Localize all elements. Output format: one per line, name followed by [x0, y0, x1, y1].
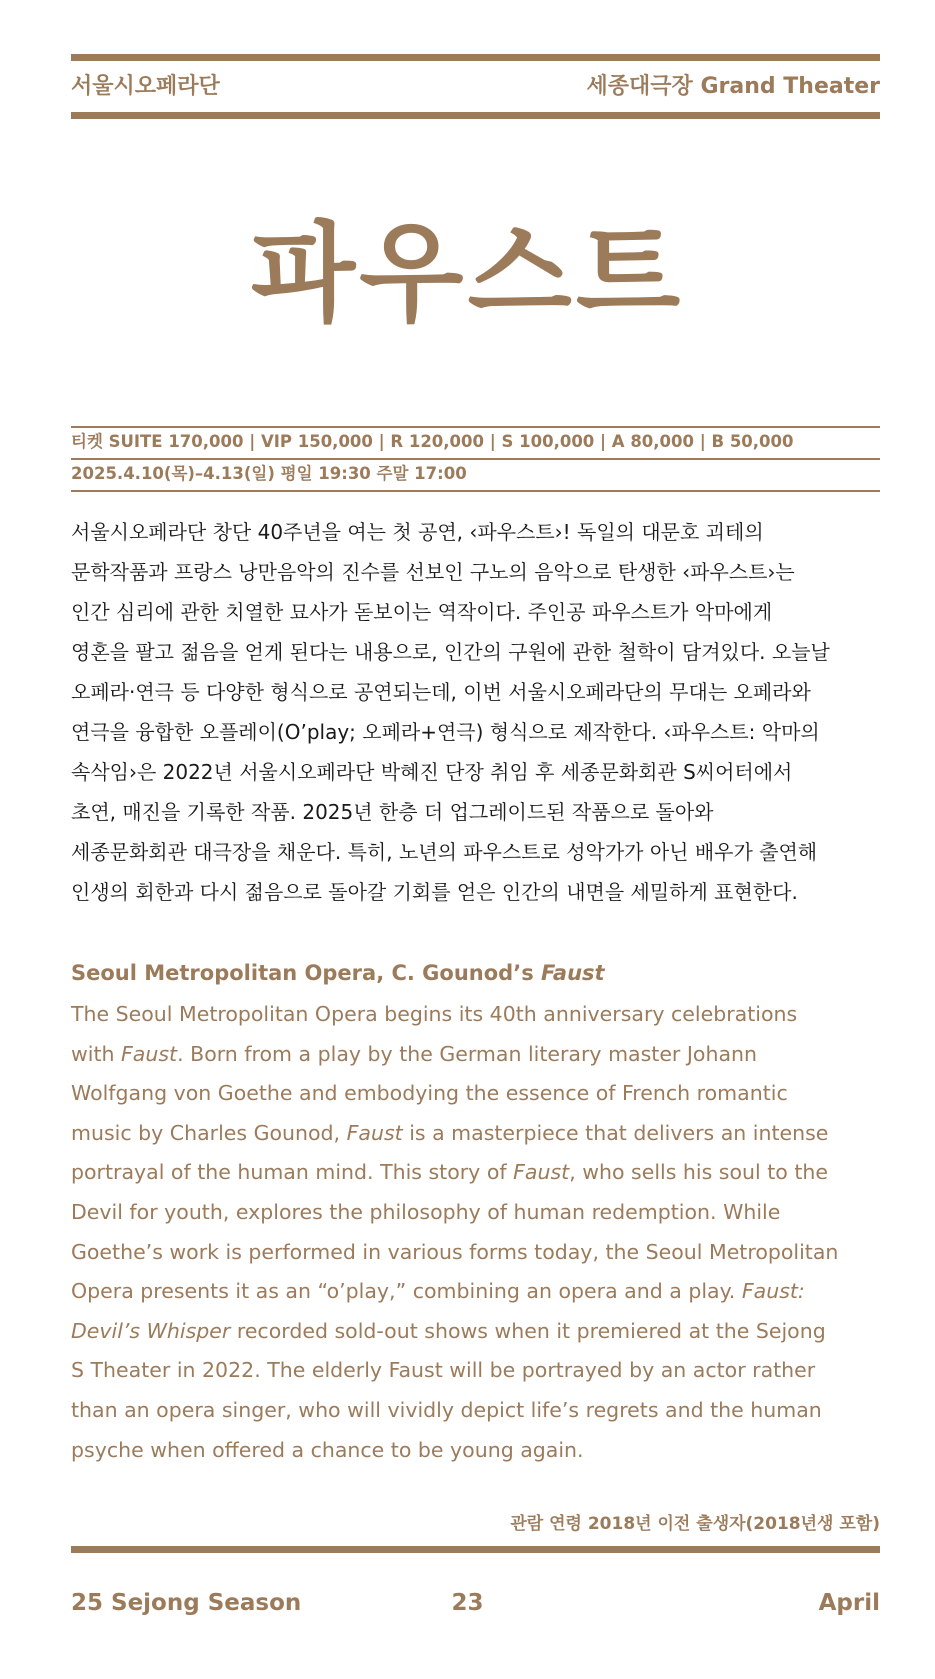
header-top-rule — [71, 54, 880, 61]
korean-line: 문학작품과 프랑스 낭만음악의 진수를 선보인 구노의 음악으로 탄생한 ‹파우스트›는 — [71, 560, 795, 584]
footer-month: April — [818, 1590, 880, 1616]
english-italic-title: Devil’s Whisper — [71, 1318, 231, 1343]
english-italic-title: Faust — [513, 1160, 570, 1185]
ticket-prices: 티켓 SUITE 170,000 | VIP 150,000 | R 120,000 | S 100,000 | A 80,000 | B 50,000 — [71, 432, 794, 451]
header-bottom-rule — [71, 112, 880, 119]
english-line — [71, 1114, 901, 1154]
english-heading-title: Faust — [541, 961, 605, 985]
korean-line: 영혼을 팔고 젊음을 얻게 된다는 내용으로, 인간의 구원에 관한 철학이 담겨있다. 오늘날 — [71, 640, 830, 664]
korean-line: 오페라·연극 등 다양한 형식으로 공연되는데, 이번 서울시오페라단의 무대는 오페라와 — [71, 680, 811, 704]
info-bottom-rule — [71, 490, 880, 492]
english-heading — [71, 958, 605, 988]
english-text: is a masterpiece that delivers an intense — [402, 1120, 829, 1145]
english-heading-prefix: Seoul Metropolitan Opera, C. Gounod’s — [71, 961, 541, 985]
korean-line: 인간 심리에 관한 치열한 묘사가 돋보이는 역작이다. 주인공 파우스트가 악마에게 — [71, 600, 773, 624]
korean-line: 속삭임›은 2022년 서울시오페라단 박혜진 단장 취임 후 세종문화회관 S씨어터에서 — [71, 760, 793, 784]
english-line — [71, 1153, 901, 1193]
info-mid-rule — [71, 458, 880, 460]
performance-schedule: 2025.4.10(목)–4.13(일) 평일 19:30 주말 17:00 — [71, 464, 467, 483]
english-line — [71, 1312, 901, 1352]
english-text: with — [71, 1041, 122, 1066]
english-line: S Theater in 2022. The elderly Faust will be portrayed by an actor rather — [71, 1358, 816, 1383]
english-text: portrayal of the human mind. This story of — [71, 1160, 514, 1185]
header-company: 서울시오페라단 — [71, 74, 220, 99]
english-text: music by Charles Gounod, — [71, 1120, 347, 1145]
english-line: Wolfgang von Goethe and embodying the essence of French romantic — [71, 1081, 788, 1106]
english-line: The Seoul Metropolitan Opera begins its 40th anniversary celebrations — [71, 1002, 798, 1026]
footer-season: 25 Sejong Season — [71, 1590, 302, 1616]
korean-line: 서울시오페라단 창단 40주년을 여는 첫 공연, ‹파우스트›! 독일의 대문호 괴테의 — [71, 520, 764, 544]
english-italic-title: Faust: — [741, 1279, 805, 1304]
english-line — [71, 1272, 901, 1312]
korean-line: 인생의 회한과 다시 젊음으로 돌아갈 기회를 얻은 인간의 내면을 세밀하게 표현한다. — [71, 880, 798, 904]
english-line: psyche when offered a chance to be young again. — [71, 1437, 584, 1462]
age-restriction-note: 관람 연령 2018년 이전 출생자(2018년생 포함) — [510, 1514, 880, 1534]
english-italic-title: Faust — [346, 1120, 403, 1145]
english-text: Opera presents it as an “o’play,” combining an opera and a play. — [71, 1279, 742, 1304]
footer-rule — [71, 1546, 880, 1553]
korean-line: 연극을 융합한 오플레이(O’play; 오페라+연극) 형식으로 제작한다. ‹파우스트: 악마의 — [71, 720, 820, 744]
english-text: , who sells his soul to the — [569, 1160, 828, 1185]
english-italic-title: Faust — [121, 1041, 178, 1066]
english-line: Goethe’s work is performed in various forms today, the Seoul Metropolitan — [71, 1239, 839, 1264]
english-line: than an opera singer, who will vividly depict life’s regrets and the human — [71, 1397, 822, 1422]
header-venue: 세종대극장 Grand Theater — [586, 74, 880, 99]
korean-line: 세종문화회관 대극장을 채운다. 특히, 노년의 파우스트로 성악가가 아닌 배우가 출연해 — [71, 840, 818, 864]
english-text: recorded sold-out shows when it premiered at the Sejong — [230, 1318, 826, 1343]
info-top-rule — [71, 426, 880, 428]
page-title: 파우스트 — [250, 212, 685, 337]
korean-description — [71, 512, 901, 912]
english-line: Devil for youth, explores the philosophy of human redemption. While — [71, 1199, 781, 1224]
english-description — [71, 995, 901, 1470]
page-number: 23 — [451, 1590, 484, 1616]
english-text: . Born from a play by the German literary master Johann — [177, 1041, 757, 1066]
korean-line: 초연, 매진을 기록한 작품. 2025년 한층 더 업그레이드된 작품으로 돌아와 — [71, 800, 714, 824]
english-line — [71, 1035, 901, 1075]
